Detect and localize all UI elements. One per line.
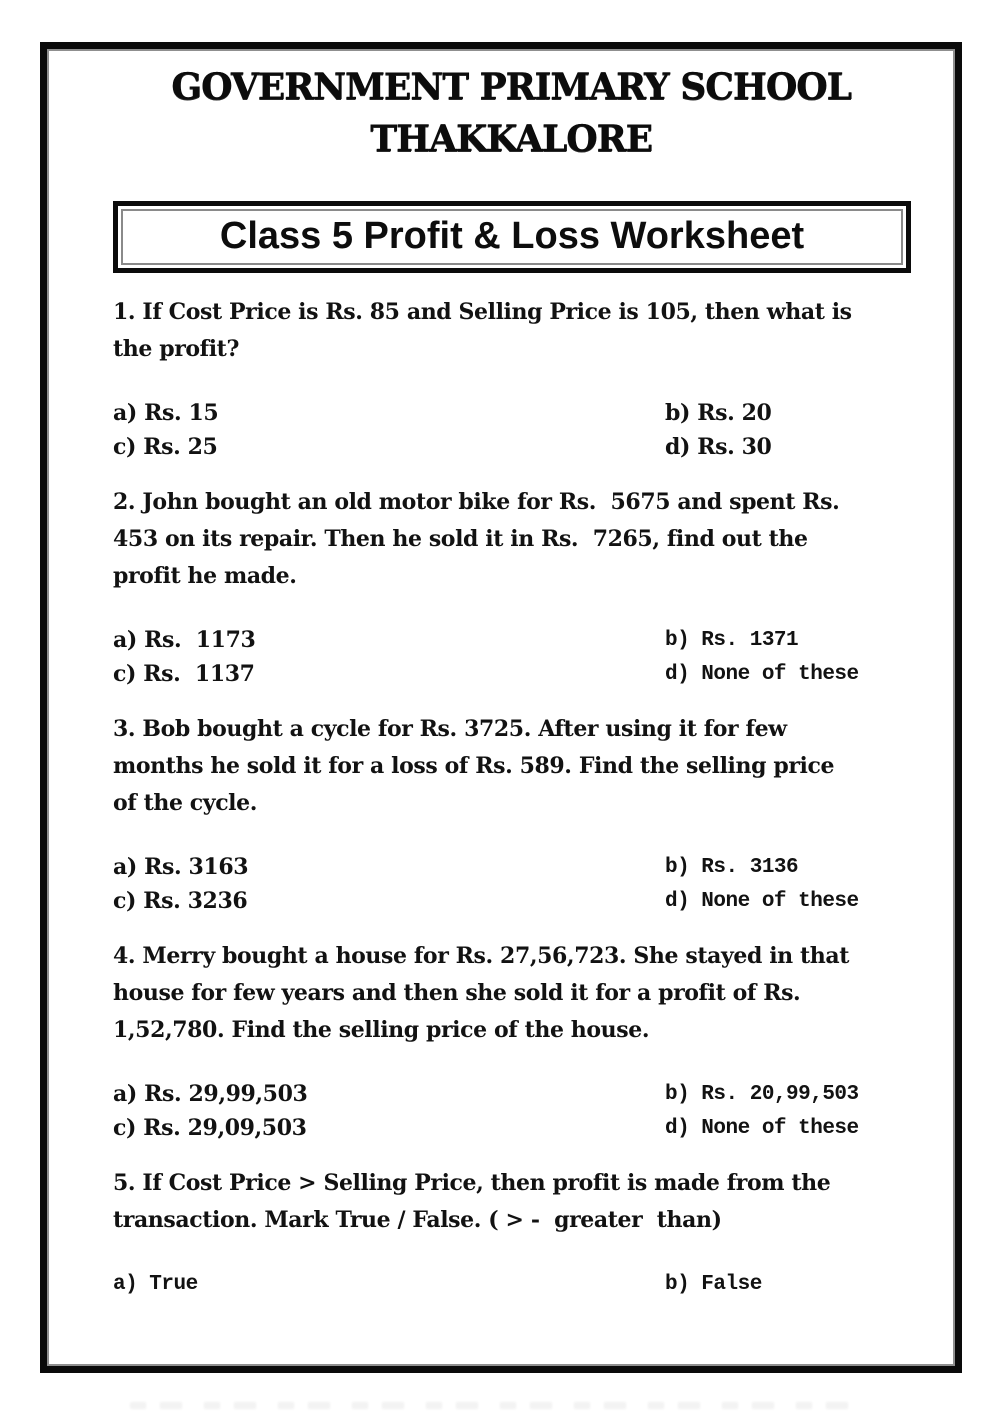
question-5-option-a[interactable]: a) True: [113, 1272, 198, 1296]
page-content-area: [47, 49, 955, 1366]
question-5-options: [113, 1267, 909, 1301]
question-1-line-2: the profit?: [113, 336, 239, 362]
question-2-options: [113, 623, 909, 691]
questions-list: [113, 294, 909, 1301]
school-name-heading: [113, 61, 909, 165]
question-5-text: [113, 1165, 909, 1239]
page-border-frame: [40, 42, 962, 1373]
next-page-cutoff-fragment: [130, 1402, 850, 1409]
question-3-option-a[interactable]: a) Rs. 3163: [113, 854, 249, 880]
question-1-option-d[interactable]: d) Rs. 30: [665, 434, 772, 460]
question-2: [113, 484, 909, 691]
question-4-option-b[interactable]: b) Rs. 20,99,503: [665, 1082, 859, 1106]
question-4: [113, 938, 909, 1145]
question-4-line-1: 4. Merry bought a house for Rs. 27,56,723. She stayed in that: [113, 943, 849, 969]
question-1: [113, 294, 909, 464]
question-3: [113, 711, 909, 918]
question-3-options: [113, 850, 909, 918]
question-2-option-b[interactable]: b) Rs. 1371: [665, 628, 799, 652]
question-4-option-c[interactable]: c) Rs. 29,09,503: [113, 1115, 307, 1141]
question-5-line-1: 5. If Cost Price > Selling Price, then profit is made from the: [113, 1170, 831, 1196]
question-2-option-d[interactable]: d) None of these: [665, 662, 859, 686]
question-5-option-b[interactable]: b) False: [665, 1272, 762, 1296]
worksheet-title-box-inner: [121, 209, 903, 265]
question-2-text: [113, 484, 909, 595]
question-3-option-c[interactable]: c) Rs. 3236: [113, 888, 248, 914]
question-1-text: [113, 294, 909, 368]
question-1-option-c[interactable]: c) Rs. 25: [113, 434, 218, 460]
question-2-line-2: 453 on its repair. Then he sold it in Rs. 7265, find out the: [113, 526, 808, 552]
question-1-options: [113, 396, 909, 464]
question-4-line-2: house for few years and then she sold it for a profit of Rs.: [113, 980, 801, 1006]
question-2-option-a[interactable]: a) Rs. 1173: [113, 627, 256, 653]
worksheet-title: Class 5 Profit & Loss Worksheet: [219, 215, 805, 257]
question-3-line-1: 3. Bob bought a cycle for Rs. 3725. After using it for few: [113, 716, 787, 742]
question-2-line-1: 2. John bought an old motor bike for Rs. 5675 and spent Rs.: [113, 489, 840, 515]
worksheet-title-box: [113, 201, 911, 273]
question-4-option-d[interactable]: d) None of these: [665, 1116, 859, 1140]
question-4-line-3: 1,52,780. Find the selling price of the house.: [113, 1017, 650, 1043]
school-name-line2: THAKKALORE: [370, 118, 652, 160]
question-3-text: [113, 711, 909, 822]
question-4-text: [113, 938, 909, 1049]
school-name-line1: GOVERNMENT PRIMARY SCHOOL: [171, 66, 851, 108]
question-3-line-2: months he sold it for a loss of Rs. 589. Find the selling price: [113, 753, 835, 779]
question-4-option-a[interactable]: a) Rs. 29,99,503: [113, 1081, 308, 1107]
question-3-option-d[interactable]: d) None of these: [665, 889, 859, 913]
question-5-line-2: transaction. Mark True / False. ( > - greater than): [113, 1207, 722, 1233]
question-1-option-a[interactable]: a) Rs. 15: [113, 400, 219, 426]
question-3-option-b[interactable]: b) Rs. 3136: [665, 855, 799, 879]
question-3-line-3: of the cycle.: [113, 790, 257, 816]
question-4-options: [113, 1077, 909, 1145]
question-5: [113, 1165, 909, 1301]
question-1-option-b[interactable]: b) Rs. 20: [665, 400, 772, 426]
question-1-line-1: 1. If Cost Price is Rs. 85 and Selling Price is 105, then what is: [113, 299, 852, 325]
question-2-option-c[interactable]: c) Rs. 1137: [113, 661, 255, 687]
question-2-line-3: profit he made.: [113, 563, 297, 589]
